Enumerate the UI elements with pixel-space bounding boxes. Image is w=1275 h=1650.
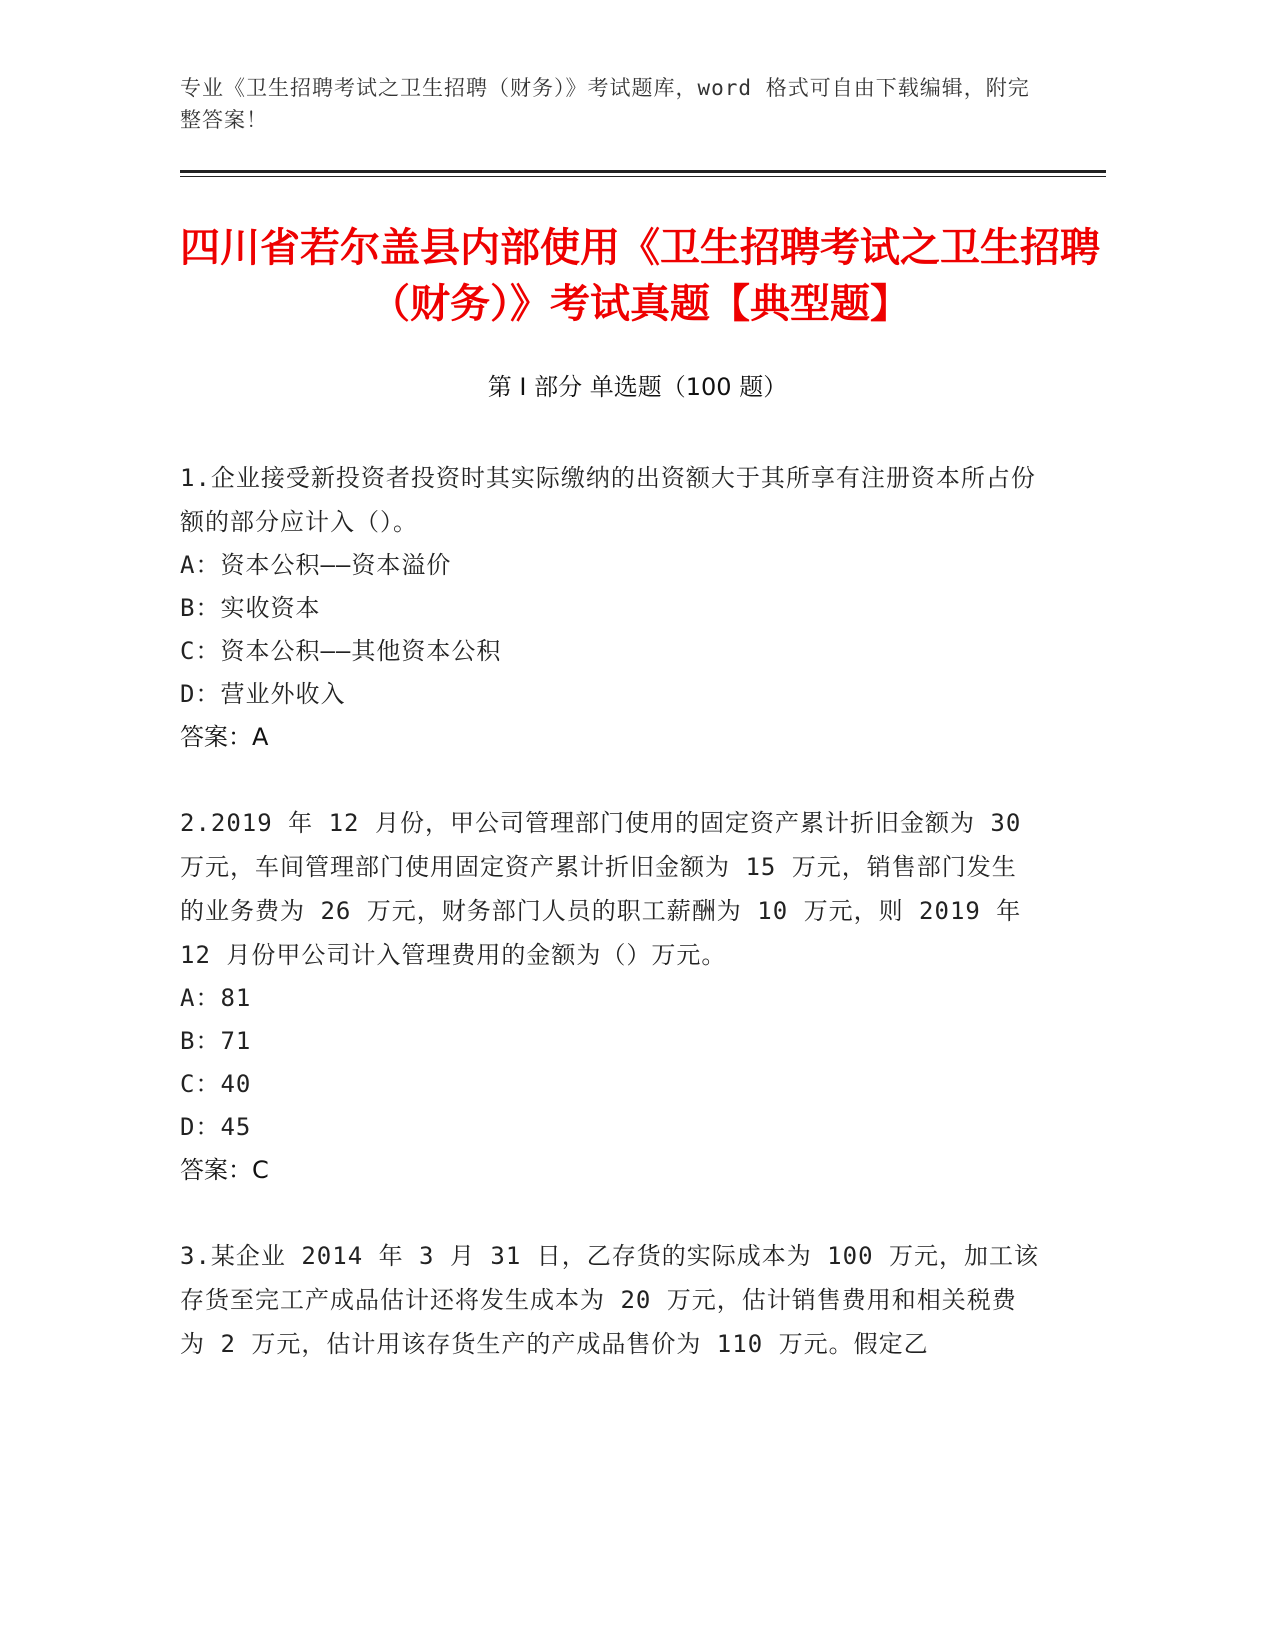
header-divider-thick <box>180 170 1106 173</box>
question-1 <box>180 456 1040 759</box>
question-3 <box>180 1234 1040 1366</box>
answer: 答案：A <box>180 723 269 751</box>
option-c: C：40 <box>180 1070 252 1098</box>
header-divider-thin <box>180 176 1106 177</box>
document-title: 四川省若尔盖县内部使用《卫生招聘考试之卫生招聘（财务）》考试真题【典型题】 <box>180 225 1100 327</box>
question-stem: 1.企业接受新投资者投资时其实际缴纳的出资额大于其所享有注册资本所占份额的部分应计入（）。 <box>180 464 1036 536</box>
option-b: B：实收资本 <box>180 594 321 622</box>
header-note: 专业《卫生招聘考试之卫生招聘（财务）》考试题库，word 格式可自由下载编辑，附完整答案！ <box>180 76 1030 132</box>
question-list <box>180 456 1040 1408</box>
option-d: D：45 <box>180 1113 252 1141</box>
option-a: A：81 <box>180 984 252 1012</box>
option-d: D：营业外收入 <box>180 680 346 708</box>
option-b: B：71 <box>180 1027 252 1055</box>
option-a: A：资本公积——资本溢价 <box>180 551 452 579</box>
answer: 答案：C <box>180 1156 269 1184</box>
question-2 <box>180 801 1040 1192</box>
question-stem: 3.某企业 2014 年 3 月 31 日，乙存货的实际成本为 100 万元，加工该存货至完工产成品估计还将发生成本为 20 万元，估计销售费用和相关税费为 2 万元，估计用该存货生产的产成品售价为 110 万元。假定乙 <box>180 1242 1039 1358</box>
question-stem: 2.2019 年 12 月份，甲公司管理部门使用的固定资产累计折旧金额为 30 万元，车间管理部门使用固定资产累计折旧金额为 15 万元，销售部门发生的业务费为 26 万元，财务部门人员的职工薪酬为 10 万元，则 2019 年 12 月份甲公司计入管理费用的金额为（）万元。 <box>180 809 1022 969</box>
section-title: 第 I 部分 单选题（100 题） <box>487 373 788 401</box>
option-c: C：资本公积——其他资本公积 <box>180 637 502 665</box>
